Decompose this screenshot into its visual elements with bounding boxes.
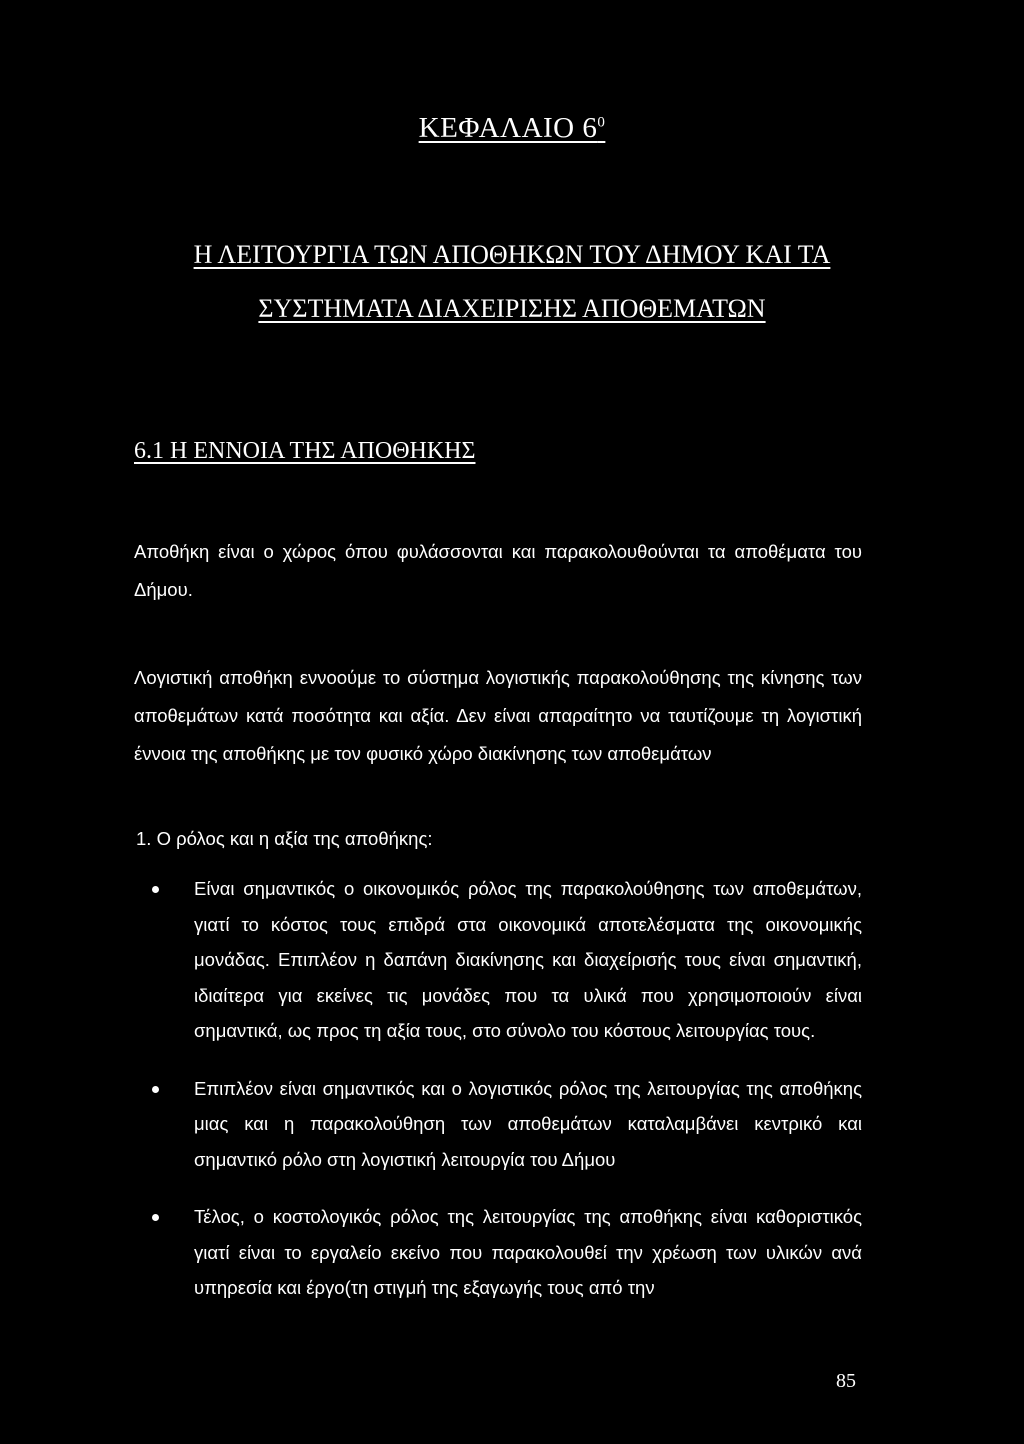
main-title-line-1: Η ΛΕΙΤΟΥΡΓΙΑ ΤΩΝ ΑΠΟΘΗΚΩΝ ΤΟΥ ΔΗΜΟΥ ΚΑΙ ΤΑ xyxy=(193,240,831,269)
list-item-text: Επιπλέον είναι σημαντικός και ο λογιστικός ρόλος της λειτουργίας της αποθήκης μιας και η παρακολούθηση των αποθεμάτων καταλαμβάνει κεντρικό και σημαντικό ρόλο στη λογιστική λειτουργία του Δήμου xyxy=(194,1077,862,1170)
list-item xyxy=(150,1071,862,1178)
chapter-title-text: ΚΕΦΑΛΑΙΟ 6 xyxy=(418,112,598,144)
list-item xyxy=(150,871,862,1049)
main-title xyxy=(0,228,1024,336)
section-title: 6.1 Η ΕΝΝΟΙΑ ΤΗΣ ΑΠΟΘΗΚΗΣ xyxy=(134,438,476,464)
bullet-icon xyxy=(152,886,159,893)
paragraph-accounting-warehouse: Λογιστική αποθήκη εννοούμε το σύστημα λογιστικής παρακολούθησης της κίνησης των αποθεμάτων κατά ποσότητα και αξία. Δεν είναι απαραίτητο να ταυτίζουμε τη λογιστική έννοια της αποθήκης με τον φυσικό χώρο διακίνησης των αποθεμάτων xyxy=(134,667,862,764)
list-item-text: Είναι σημαντικός ο οικονομικός ρόλος της παρακολούθησης των αποθεμάτων, γιατί το κόστος τους επιδρά στα οικονομικά αποτελέσματα της οικονομικής μονάδας. Επιπλέον η δαπάνη διακίνησης και διαχείρισής τους είναι σημαντική, ιδιαίτερα για εκείνες τις μονάδες που τα υλικά που χρησιμοποιούν είναι σημαντικά, ως προς τη αξία τους, στο σύνολο του κόστους λειτουργίας τους. xyxy=(194,878,862,1041)
bullet-icon xyxy=(152,1214,159,1221)
list-item xyxy=(150,1199,862,1306)
bullet-list xyxy=(150,871,862,1328)
chapter-title-superscript: 0 xyxy=(597,114,606,131)
paragraph-definition: Αποθήκη είναι ο χώρος όπου φυλάσσονται και παρακολουθούνται τα αποθέματα του Δήμου. xyxy=(134,541,862,600)
main-title-line-2: ΣΥΣΤΗΜΑΤΑ ΔΙΑΧΕΙΡΙΣΗΣ ΑΠΟΘΕΜΑΤΩΝ xyxy=(258,294,766,323)
list-heading: 1. Ο ρόλος και η αξία της αποθήκης: xyxy=(136,828,433,849)
list-item-text: Τέλος, ο κοστολογικός ρόλος της λειτουργίας της αποθήκης είναι καθοριστικός γιατί είναι το εργαλείο εκείνο που παρακολουθεί την χρέωση των υλικών ανά υπηρεσία και έργο(τη στιγμή της εξαγωγής τους από την xyxy=(194,1206,862,1298)
bullet-icon xyxy=(152,1086,159,1093)
chapter-title xyxy=(0,112,1024,145)
page-number: 85 xyxy=(836,1370,856,1392)
